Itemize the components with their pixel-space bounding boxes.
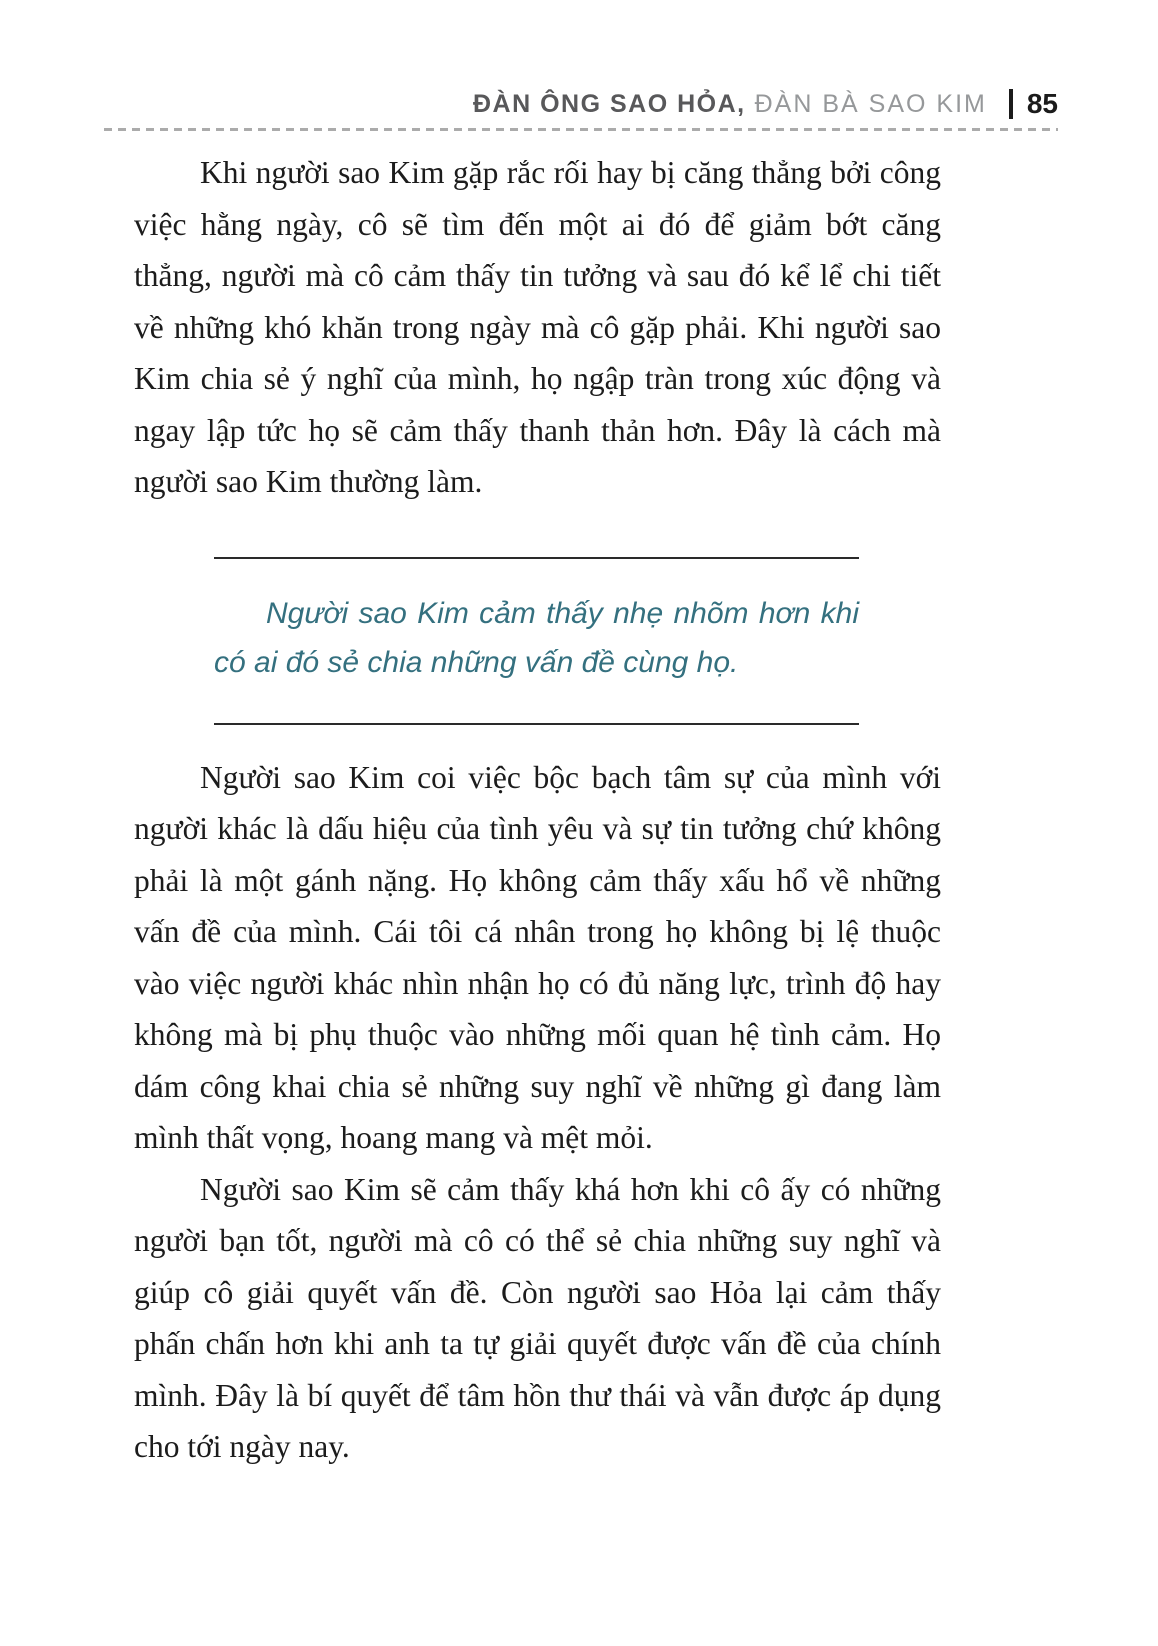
book-title-primary: ĐÀN ÔNG SAO HỎA, <box>473 89 746 118</box>
page-number: 85 <box>1026 88 1058 119</box>
paragraph-3: Người sao Kim sẽ cảm thấy khá hơn khi cô ấy có những người bạn tốt, người mà cô có thể sẻ chia những suy nghĩ và giúp cô giải quyết vấn đề. Còn người sao Hỏa lại cảm thấy phấn chấn hơn khi anh ta tự giải quyết được vấn đề của chính mình. Đây là bí quyết để tâm hồn thư thái và vẫn được áp dụng cho tới ngày nay. <box>134 1171 941 1464</box>
pull-quote-text: Người sao Kim cảm thấy nhẹ nhõm hơn khi có ai đó sẻ chia những vấn đề cùng họ. <box>214 596 859 679</box>
book-title-secondary: ĐÀN BÀ SAO KIM <box>754 89 987 118</box>
pull-quote-block <box>214 557 859 725</box>
header-dashed-rule <box>104 128 1058 131</box>
page-body <box>134 147 941 1473</box>
paragraph-1: Khi người sao Kim gặp rắc rối hay bị căng thẳng bởi công việc hằng ngày, cô sẽ tìm đến một ai đó để giảm bớt căng thẳng, người mà cô cảm thấy tin tưởng và sau đó kể lể chi tiết về những khó khăn trong ngày mà cô gặp phải. Khi người sao Kim chia sẻ ý nghĩ của mình, họ ngập tràn trong xúc động và ngay lập tức họ sẽ cảm thấy thanh thản hơn. Đây là cách mà người sao Kim thường làm. <box>134 155 941 499</box>
running-head <box>473 86 1058 122</box>
paragraph-2: Người sao Kim coi việc bộc bạch tâm sự của mình với người khác là dấu hiệu của tình yêu và sự tin tưởng chứ không phải là một gánh nặng. Họ không cảm thấy xấu hổ về những vấn đề của mình. Cái tôi cá nhân trong họ không bị lệ thuộc vào việc người khác nhìn nhận họ có đủ năng lực, trình độ hay không mà bị phụ thuộc vào những mối quan hệ tình cảm. Họ dám công khai chia sẻ những suy nghĩ về những gì đang làm mình thất vọng, hoang mang và mệt mỏi. <box>134 759 941 1155</box>
header-separator-bar <box>1009 89 1013 119</box>
